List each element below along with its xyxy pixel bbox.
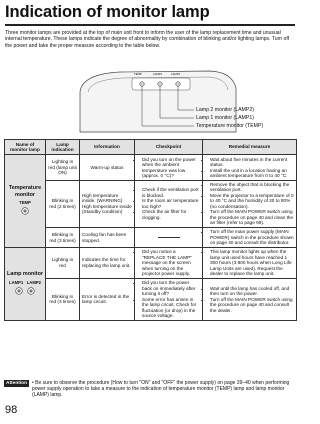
callout-lamp1: Lamp 1 monitor (LAMP1) [196, 115, 254, 121]
information-cell: Error is detected in the lamp circuit. [80, 278, 135, 320]
remedy-cell [203, 228, 297, 248]
header-name: Name of monitor lamp [5, 140, 46, 155]
checkpoint-item: • Did you turn on the power when the ambient temperature was low (approx. 0 °C)? [142, 157, 200, 179]
checkpoint-item: • Did you notice a "REPLACE THE LAMP" message on the screen when turning on the projector power supply. [142, 249, 200, 277]
callout-temp: Temperature monitor (TEMP) [196, 123, 264, 129]
checkpoint-cell [135, 278, 203, 320]
checkpoint-item: • Check if the ventilation port is blocked. [142, 187, 200, 198]
remedy-item: • Turn off the MAIN POWER switch using the procedure on page 40 and consult the dealer. [210, 297, 294, 314]
intro-paragraph: Three monitor lamps are provided at the top of main unit front to inform the user of the lamp replacement time and unusual internal temperature. These lamps indicate the degree of abnormality by combination of blinking and/or lighting lamps. Turn off the power and take the proper measure according to the table below. [5, 30, 290, 49]
remedy-item: • Remove the object that is blocking the ventilation port. [210, 182, 294, 193]
callout-lamp2: Lamp 2 monitor (LAMP2) [196, 107, 254, 113]
header-remedy: Remedial measure [203, 140, 297, 155]
remedy-item: • Turn off the main power supply (MAIN POWER) switch in the procedure shown on page 40 and consult the distributor. [210, 229, 294, 246]
information-cell: Indicates the time for replacing the lamp unit. [80, 248, 135, 279]
monitor-lamp-table [4, 139, 297, 321]
lamp-sublabels [7, 280, 43, 286]
panel-label-lamp2: LAMP2 [171, 72, 181, 76]
remedy-item: • Wait about five minutes in the current status. [210, 157, 294, 168]
checkpoint-cell [135, 228, 203, 248]
header-checkpoint: Checkpoint [135, 140, 203, 155]
table-row [5, 180, 297, 227]
lamp-monitor-cell [5, 248, 46, 321]
header-indication: Lamp indication [46, 140, 80, 155]
header-information: Information [80, 140, 135, 155]
lamp-monitor-icons [13, 287, 37, 295]
indication-cell: Blinking in red (3 times) [46, 278, 80, 320]
checkpoint-item: • Is the room air temperature too high? [142, 198, 200, 209]
temp-lamp-icon [21, 207, 29, 215]
table-header-row [5, 140, 297, 155]
table-row [5, 228, 297, 248]
panel-label-lamp1: LAMP1 [153, 72, 163, 76]
table-row [5, 278, 297, 320]
lamp-monitor-name: Lamp monitor [7, 271, 43, 278]
checkpoint-item: • Did you turn the power back on immediately after turning it off? [142, 280, 200, 297]
checkpoint-item: • Some error has arisen in the lamp circuit. Check for fluctuation (or drop) in the source voltage. [142, 297, 200, 319]
information-cell: Cooling fan has been stopped. [80, 228, 135, 248]
remedy-item: • Turn off the MAIN POWER switch using the procedure on page 40 and clean the air filter (refer to page 99). [210, 209, 294, 226]
temp-monitor-cell [5, 155, 46, 248]
remedy-cell [203, 180, 297, 227]
table-row [5, 155, 297, 180]
page-title: Indication of monitor lamp [5, 3, 210, 21]
indication-cell: Lighting in red [46, 248, 80, 279]
remedy-cell [203, 155, 297, 180]
lamp1-sublabel: LAMP1 [9, 279, 24, 285]
remedy-item: • Wait until the lamp has cooled off, and then turn on the power. [210, 286, 294, 297]
title-rule [5, 24, 295, 26]
information-cell: High temperature inside. (WARNING) High temperature inside (Standby condition) [80, 180, 135, 227]
indication-cell: Lighting in red (lamp unit ON) [46, 155, 80, 180]
attention-body: Be sure to observe the procedure (How to turn "ON" and "OFF" the power supply) on page 39–40 when performing power supply operation to take a measure to the indication of temperature monitor (TEMP) lamp and lamp monitor (LAMP) lamp. [32, 380, 290, 398]
checkpoint-cell [135, 248, 203, 279]
remedy-item: • Install the unit in a location having an ambient temperature from 0 to 40 °C. [210, 168, 294, 179]
checkpoint-cell [135, 155, 203, 180]
remedy-item: • This lamp monitor lights up when the lamp unit used hours have reached 1 300 hours (3 800 hours when Long Life Lamp Units are used). Request the dealer to replace the lamp unit. [210, 249, 294, 277]
remedy-cell [203, 248, 297, 279]
indication-cell: Blinking in red (3 times) [46, 228, 80, 248]
attention-text: • Be sure to observe the procedure (How to turn "ON" and "OFF" the power supply) on page 39–40 when performing power supply operation to take a measure to the indication of temperature monitor (TEMP) lamp and lamp monitor (LAMP) lamp. [32, 380, 290, 398]
checkpoint-cell [135, 180, 203, 227]
remedy-item: • Move the projector to a temperature of 0 to 40 °C and the humidity of 20 to 80% (no condensation). [210, 193, 294, 210]
temp-sublabel: TEMP [19, 199, 31, 205]
page-number: 98 [5, 404, 18, 416]
panel-label-temp: TEMP [134, 72, 142, 76]
lamp2-sublabel: LAMP2 [26, 279, 41, 285]
temp-monitor-name: Temperature monitor [8, 185, 42, 198]
attention-badge: Attention [6, 380, 28, 386]
remedy-cell [203, 278, 297, 320]
dash-line [158, 237, 180, 238]
checkpoint-item: • Check the air filter for clogging. [142, 209, 200, 220]
indication-cell: Blinking in red (2 times) [46, 180, 80, 227]
table-row [5, 248, 297, 279]
information-cell: Warm-up status [80, 155, 135, 180]
